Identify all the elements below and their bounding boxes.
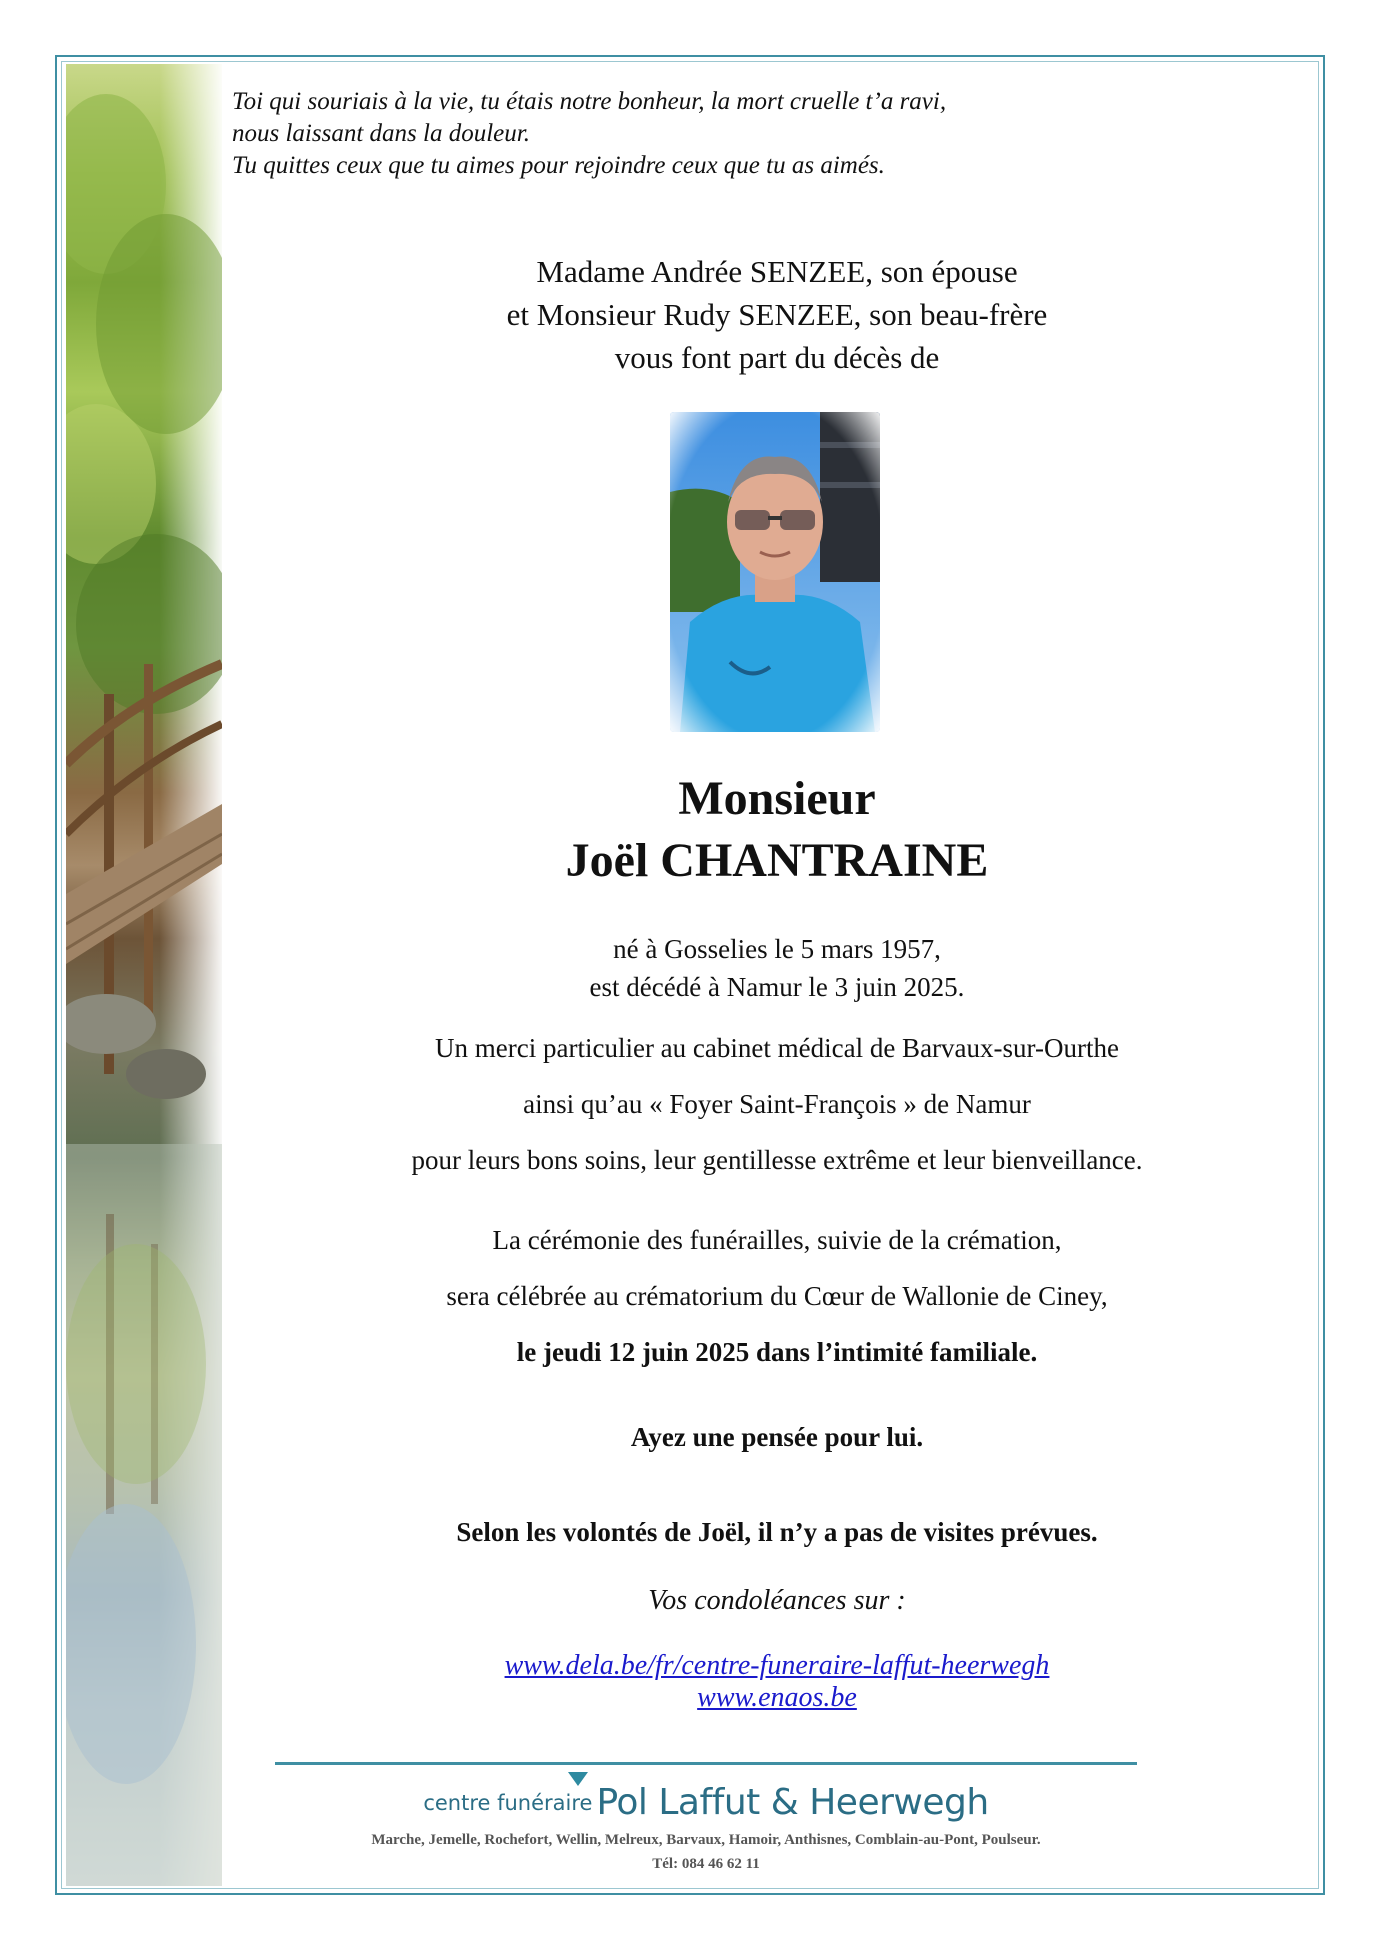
poem-line: nous laissant dans la douleur. xyxy=(232,120,530,147)
dela-link[interactable]: www.dela.be/fr/centre-funeraire-laffut-heerwegh xyxy=(504,1650,1050,1681)
nature-bridge-image xyxy=(66,64,222,1886)
condolences-links xyxy=(232,1650,1322,1714)
visits-notice: Selon les volontés de Joël, il n’y a pas de visites prévues. xyxy=(456,1517,1098,1547)
ceremony-line: sera célébrée au crématorium du Cœur de Wallonie de Ciney, xyxy=(446,1281,1108,1311)
thanks-line: Un merci particulier au cabinet médical de Barvaux-sur-Ourthe xyxy=(435,1033,1119,1063)
deceased-title: Monsieur xyxy=(678,772,876,825)
portrait-photo xyxy=(670,412,880,732)
ceremony-date-line: le jeudi 12 juin 2025 dans l’intimité familiale. xyxy=(516,1337,1038,1367)
intro-line: et Monsieur Rudy SENZEE, son beau-frère xyxy=(506,297,1048,332)
poem-line: Tu quittes ceux que tu aimes pour rejoindre ceux que tu as aimés. xyxy=(232,152,885,179)
life-dates xyxy=(232,930,1322,1006)
poem xyxy=(232,86,1292,182)
footer-towns: Marche, Jemelle, Rochefort, Wellin, Melreux, Barvaux, Hamoir, Anthisnes, Comblain-au-Pont, Poulseur. xyxy=(371,1832,1041,1848)
poem-line: Toi qui souriais à la vie, tu étais notre bonheur, la mort cruelle t’a ravi, xyxy=(232,88,947,115)
birth-info: né à Gosselies le 5 mars 1957, xyxy=(613,934,941,964)
intro-line: vous font part du décès de xyxy=(614,340,940,375)
condolences-label: Vos condoléances sur : xyxy=(648,1585,906,1616)
thanks-line: ainsi qu’au « Foyer Saint-François » de Namur xyxy=(523,1089,1031,1119)
death-info: est décédé à Namur le 3 juin 2025. xyxy=(589,972,965,1002)
enaos-link[interactable]: www.enaos.be xyxy=(697,1682,857,1713)
funeral-home-logo xyxy=(275,1782,1137,1823)
brand-name: Pol Laffut & Heerwegh xyxy=(596,1782,989,1823)
deceased-name: Joël CHANTRAINE xyxy=(565,834,989,887)
brand-prefix: centre funéraire xyxy=(423,1791,593,1815)
footer-phone: Tél: 084 46 62 11 xyxy=(652,1856,760,1872)
footer-divider xyxy=(275,1762,1137,1765)
ceremony-paragraph xyxy=(232,1212,1322,1380)
ceremony-line: La cérémonie des funérailles, suivie de la crémation, xyxy=(492,1225,1062,1255)
thanks-line: pour leurs bons soins, leur gentillesse extrême et leur bienveillance. xyxy=(411,1145,1143,1175)
announcement-intro xyxy=(232,250,1322,379)
deceased-name-block xyxy=(232,768,1322,892)
thanks-paragraph xyxy=(232,1020,1322,1188)
pensee-text: Ayez une pensée pour lui. xyxy=(630,1422,924,1452)
intro-line: Madame Andrée SENZEE, son épouse xyxy=(536,254,1018,289)
